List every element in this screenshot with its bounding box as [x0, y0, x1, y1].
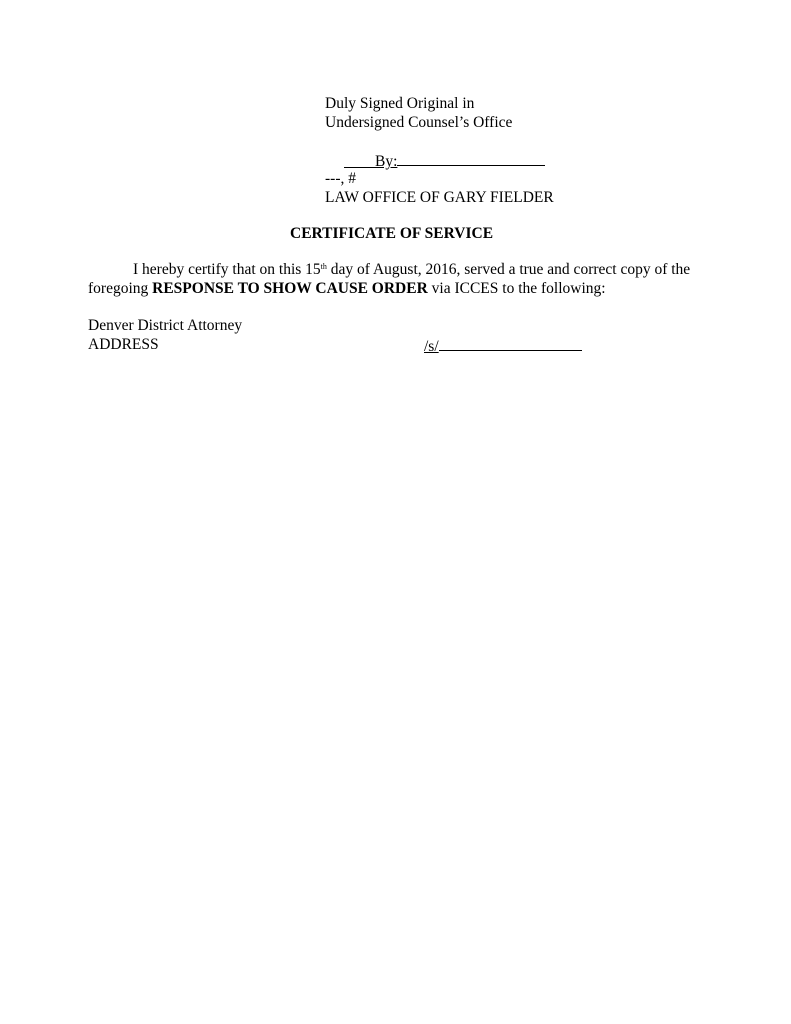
by-signature-blank	[397, 150, 545, 166]
para-ordinal-sup: th	[320, 262, 327, 271]
by-label: By:	[375, 153, 398, 170]
recipient-address: ADDRESS	[88, 336, 159, 353]
service-signature-mark: /s/	[424, 338, 439, 355]
service-signature-line	[424, 335, 582, 356]
by-lead-blank	[344, 153, 375, 170]
para-part-2: day of August, 2016, served a true and correct copy of the	[326, 261, 691, 278]
para-line2-prefix: foregoing	[88, 280, 153, 297]
original-line-2: Undersigned Counsel’s Office	[325, 114, 513, 131]
recipient-name: Denver District Attorney	[88, 317, 243, 334]
service-signature-blank	[439, 335, 582, 351]
firm-name: LAW OFFICE OF GARY FIELDER	[325, 189, 554, 206]
para-part-1: I hereby certify that on this 15	[133, 261, 321, 278]
by-signature-line	[344, 150, 545, 171]
certificate-heading: CERTIFICATE OF SERVICE	[290, 225, 494, 242]
para-line2-suffix: via ICCES to the following:	[427, 280, 606, 297]
counsel-line: ---, #	[325, 170, 356, 187]
document-title: RESPONSE TO SHOW CAUSE ORDER	[152, 280, 428, 297]
certificate-paragraph-line-2	[88, 279, 606, 298]
certificate-paragraph-line-1	[133, 260, 690, 279]
original-line-1: Duly Signed Original in	[325, 95, 475, 112]
